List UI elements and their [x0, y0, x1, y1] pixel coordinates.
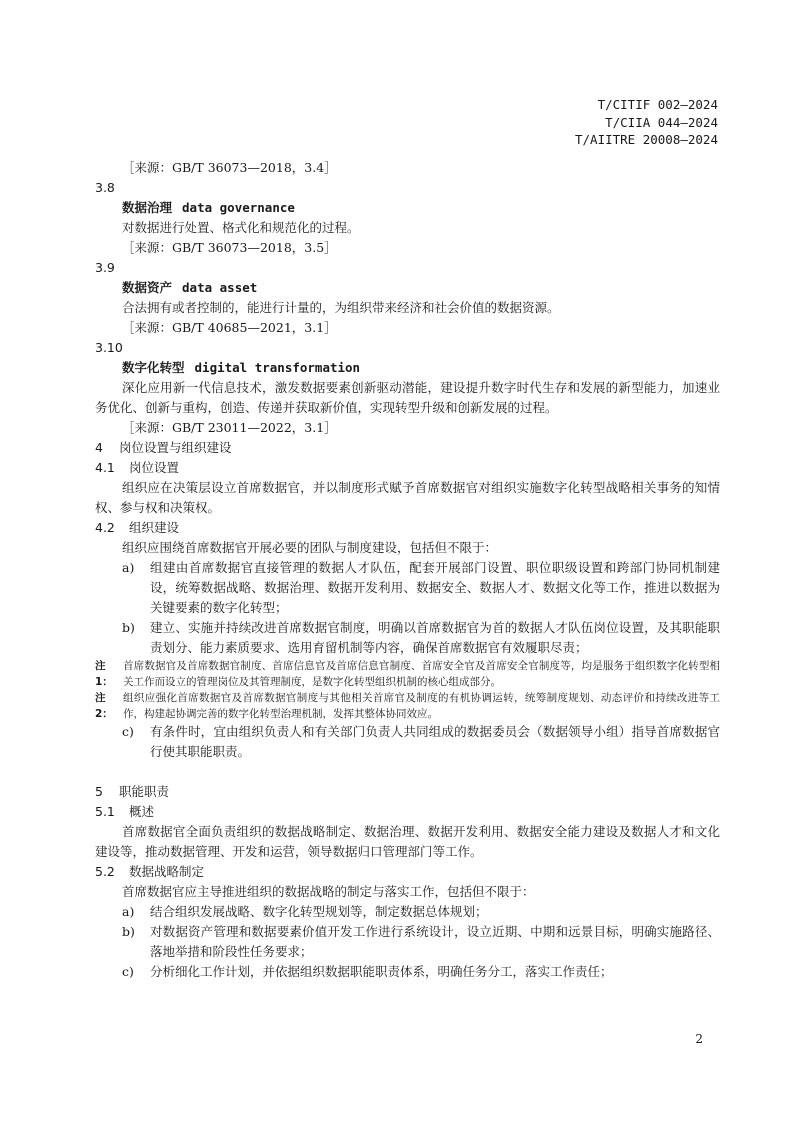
term-en: digital transformation	[194, 360, 361, 375]
list-text: 有条件时，宜由组织负责人和有关部门负责人共同组成的数据委员会（数据领导小组）指导首席数据官行使其职能职责。	[150, 724, 720, 759]
subsection-number: 5.1	[95, 804, 115, 819]
note-text: 首席数据官及首席数据官制度、首席信息官及首席信息官制度、首席安全官及首席安全官制度等，均是服务于组织数字化转型相关工作而设立的管理岗位及其管理制度，是数字化转型组织机制的核心组成部分。	[123, 660, 720, 688]
term-number: 3.10	[95, 340, 123, 355]
list-label: b)	[122, 620, 135, 635]
list-text: 分析细化工作计划，并依据组织数据职能职责体系，明确任务分工，落实工作责任；	[150, 964, 613, 979]
list-item	[95, 962, 720, 982]
section-number: 5	[95, 784, 103, 799]
paragraph: 首席数据官全面负责组织的数据战略制定、数据治理、数据开发利用、数据安全能力建设及数据人才和文化建设等，推动数据管理、开发和运营，领导数据归口管理部门等工作。	[95, 824, 720, 859]
page-number: 2	[695, 1032, 703, 1046]
term-title	[95, 198, 720, 218]
standard-code-2: T/CIIA 044—2024	[605, 114, 718, 130]
subsection-title: 岗位设置	[129, 460, 180, 475]
subsection-heading	[95, 862, 720, 882]
section-heading	[95, 438, 720, 458]
note-label: 注2：	[95, 692, 113, 720]
list-text: 对数据资产管理和数据要素价值开发工作进行系统设计，设立近期、中期和远景目标，明确实施路径、落地举措和阶段性任务要求；	[150, 924, 720, 959]
list-item	[95, 618, 720, 658]
term-en: data asset	[182, 280, 258, 295]
paragraph: 组织应围绕首席数据官开展必要的团队与制度建设，包括但不限于：	[122, 540, 498, 555]
subsection-heading	[95, 518, 720, 538]
list-label: c)	[122, 964, 134, 979]
section-title: 岗位设置与组织建设	[119, 440, 232, 455]
page-body	[95, 158, 720, 982]
subsection-title: 组织建设	[129, 520, 180, 535]
term-en: data governance	[182, 200, 295, 215]
list-item	[95, 722, 720, 762]
subsection-heading	[95, 458, 720, 478]
subsection-number: 4.1	[95, 460, 115, 475]
subsection-title: 概述	[129, 804, 155, 819]
paragraph: 组织应在决策层设立首席数据官，并以制度形式赋予首席数据官对组织实施数字化转型战略相关事务的知情权、参与权和决策权。	[95, 480, 720, 515]
list-text: 结合组织发展战略、数字化转型规划等，制定数据总体规划；	[150, 904, 488, 919]
note-label: 注1：	[95, 660, 113, 688]
term-definition: 深化应用新一代信息技术，激发数据要素创新驱动潜能，建设提升数字时代生存和发展的新型能力，加速业务优化、创新与重构，创造、传递并获取新价值，实现转型升级和创新发展的过程。	[95, 380, 720, 415]
standard-code-3: T/AIITRE 20008—2024	[575, 132, 718, 147]
term-source: ［来源：GB/T 36073—2018，3.4］	[122, 160, 337, 175]
note	[95, 690, 720, 722]
list-text: 组建由首席数据官直接管理的数据人才队伍，配套开展部门设置、职位职级设置和跨部门协同机制建设，统筹数据战略、数据治理、数据开发利用、数据安全、数据人才、数据文化等工作，推进以数据为关键要素的数字化转型；	[150, 560, 720, 615]
term-source: ［来源：GB/T 23011—2022，3.1］	[122, 420, 337, 435]
section-title: 职能职责	[119, 784, 170, 799]
list-text: 建立、实施并持续改进首席数据官制度，明确以首席数据官为首的数据人才队伍岗位设置，及其职能职责划分、能力素质要求、选用育留机制等内容，确保首席数据官有效履职尽责；	[150, 620, 720, 655]
subsection-title: 数据战略制定	[129, 864, 205, 879]
term-zh: 数字化转型	[122, 360, 185, 375]
term-definition: 对数据进行处置、格式化和规范化的过程。	[122, 220, 360, 235]
subsection-heading	[95, 802, 720, 822]
term-source: ［来源：GB/T 40685—2021，3.1］	[122, 320, 337, 335]
list-item	[95, 902, 720, 922]
list-item	[95, 922, 720, 962]
term-number: 3.9	[95, 260, 115, 275]
term-zh: 数据资产	[122, 280, 173, 295]
standard-code-header	[575, 96, 718, 149]
list-label: a)	[122, 560, 135, 575]
list-label: a)	[122, 904, 135, 919]
term-source: ［来源：GB/T 36073—2018，3.5］	[122, 240, 337, 255]
term-number: 3.8	[95, 180, 115, 195]
paragraph: 首席数据官应主导推进组织的数据战略的制定与落实工作，包括但不限于：	[122, 884, 535, 899]
section-number: 4	[95, 440, 103, 455]
subsection-number: 5.2	[95, 864, 115, 879]
term-zh: 数据治理	[122, 200, 173, 215]
list-label: c)	[122, 724, 134, 739]
section-heading	[95, 782, 720, 802]
standard-code-1: T/CITIF 002—2024	[597, 97, 718, 112]
subsection-number: 4.2	[95, 520, 115, 535]
term-definition: 合法拥有或者控制的，能进行计量的，为组织带来经济和社会价值的数据资源。	[122, 300, 560, 315]
term-title	[95, 358, 720, 378]
note-text: 组织应强化首席数据官及首席数据官制度与其他相关首席官及制度的有机协调运转，统筹制度规划、动态评价和持续改进等工作，构建起协调完善的数字化转型治理机制，发挥其整体协同效应。	[123, 692, 720, 720]
list-label: b)	[122, 924, 135, 939]
list-item	[95, 558, 720, 618]
term-title	[95, 278, 720, 298]
note	[95, 658, 720, 690]
